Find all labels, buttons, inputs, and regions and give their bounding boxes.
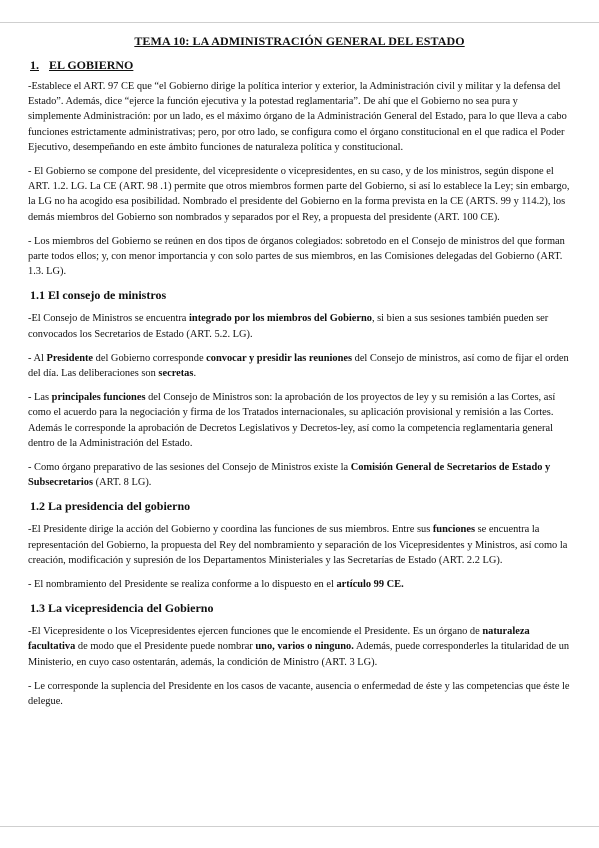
bold-text: funciones bbox=[432, 524, 475, 536]
paragraph bbox=[28, 577, 571, 592]
bold-text: uno, varios o ninguno. bbox=[255, 641, 354, 653]
vicepresidencia-paragraphs bbox=[28, 624, 571, 709]
top-rule bbox=[0, 22, 599, 23]
paragraph bbox=[28, 234, 571, 280]
text-run: del Gobierno corresponde bbox=[93, 352, 207, 364]
text-run: - Como órgano preparativo de las sesiones del Consejo de Ministros existe la bbox=[28, 462, 351, 474]
text-run: -Establece el ART. 97 CE que “el Gobierno dirige la política interior y exterior, la Administración civil y militar y la defensa del Estado”. Además, dice “ejerce la función ejecutiva y la potestad reglamentaria”. De ahí que el Gobierno no sea pura y simplemente Administración: por un lado, es el máximo órgano de la Administración General del Estado, para lo que lleva a cabo funciones estrictamente administrativas; pero, por otro lado, se configura como el órgano constitucional en el que radica el Poder Ejecutivo, desempeñando en este ámbito funciones de naturaleza política y constitucional. bbox=[28, 81, 567, 153]
subsection-heading-consejo: 1.1 El consejo de ministros bbox=[30, 288, 167, 303]
bottom-rule bbox=[0, 826, 599, 827]
bold-text: Presidente bbox=[46, 352, 94, 364]
paragraph bbox=[28, 311, 571, 341]
text-run: -El Vicepresidente o los Vicepresidentes ejercen funciones que le encomiende el Presidente. Es un órgano de bbox=[28, 626, 483, 638]
text-run: - El nombramiento del Presidente se realiza conforme a lo dispuesto en el bbox=[28, 579, 337, 591]
document-title: TEMA 10: LA ADMINISTRACIÓN GENERAL DEL ESTADO bbox=[134, 34, 465, 48]
presidencia-paragraphs bbox=[28, 522, 571, 592]
text-run: (ART. 8 LG). bbox=[93, 477, 152, 489]
bold-text: naturaleza facultativa bbox=[28, 626, 530, 653]
paragraph bbox=[28, 679, 571, 709]
bold-text: convocar y presidir las reuniones bbox=[206, 352, 353, 364]
subsection-heading-presidencia: 1.2 La presidencia del gobierno bbox=[30, 499, 191, 514]
text-run: - Le corresponde la suplencia del Presidente en los casos de vacante, ausencia o enfermedad de éste y las competencias que éste le delegue. bbox=[28, 680, 570, 708]
text-run: - Los miembros del Gobierno se reúnen en dos tipos de órganos colegiados: sobretodo en el Consejo de ministros del que forman parte todos ellos; y, con menor importancia y con solo partes de sus miembros, en las Comisiones delegadas del Gobierno (ART. 1.3. LG). bbox=[28, 235, 565, 278]
bold-text: principales funciones bbox=[51, 392, 146, 404]
paragraph bbox=[28, 390, 571, 451]
bold-text: secretas bbox=[158, 368, 194, 380]
intro-paragraphs bbox=[28, 79, 571, 279]
paragraph bbox=[28, 79, 571, 155]
text-run: , si bien a sus sesiones también pueden ser convocados los Secretarios de Estado (ART. 5.2. LG). bbox=[28, 313, 549, 340]
text-run: - Al bbox=[28, 352, 47, 364]
document-page bbox=[28, 34, 571, 718]
paragraph bbox=[28, 624, 571, 670]
text-run: de modo que el Presidente puede nombrar bbox=[75, 641, 256, 653]
section-title: EL GOBIERNO bbox=[49, 58, 134, 72]
bold-text: artículo 99 CE. bbox=[336, 579, 404, 591]
consejo-paragraphs bbox=[28, 311, 571, 490]
text-run: -El Presidente dirige la acción del Gobierno y coordina las funciones de sus miembros. Entre sus bbox=[28, 524, 433, 536]
text-run: del Consejo de Ministros son: la aprobación de los proyectos de ley y su remisión a las Cortes, así como el acuerdo para la negociación y firma de los Tratados internacionales, su aplicación provisional y remisión a las Cortes. Además le corresponde la aprobación de Decretos Legislativos y Decretos-ley, así como la competencia reglamentaria general dentro de la Administración del Estado. bbox=[28, 392, 556, 449]
subsection-heading-vicepresidencia: 1.3 La vicepresidencia del Gobierno bbox=[30, 601, 214, 616]
text-run: - El Gobierno se compone del presidente, del vicepresidente o vicepresidentes, en su caso, y de los ministros, según dispone el ART. 1.2. LG. La CE (ART. 98 .1) permite que otros miembros formen parte del Gobierno, si así lo establece la Ley; sin embargo, la LG no ha acogido esa posibilidad. Nombrado el presidente del Gobierno en la forma prevista en la CE (ARTS. 99 y 114.2), los demás miembros del Gobierno son nombrados y separados por el Rey, a propuesta del presidente (ART. 100 CE). bbox=[28, 166, 570, 223]
section-heading-gobierno bbox=[28, 58, 571, 73]
bold-text: Comisión General de Secretarios de Estado y Subsecretarios bbox=[28, 462, 551, 489]
text-run: . bbox=[193, 368, 197, 380]
paragraph bbox=[28, 351, 571, 381]
text-run: -El Consejo de Ministros se encuentra bbox=[28, 313, 190, 325]
section-number: 1. bbox=[30, 58, 39, 72]
paragraph bbox=[28, 164, 571, 225]
paragraph bbox=[28, 460, 571, 490]
bold-text: integrado por los miembros del Gobierno bbox=[189, 313, 372, 325]
text-run: Además, puede corresponderles la titularidad de un Ministerio, en cuyo caso ostentarán, además, la condición de Ministro (ART. 3 LG). bbox=[28, 641, 570, 668]
text-run: - Las bbox=[28, 392, 52, 404]
paragraph bbox=[28, 522, 571, 568]
text-run: del Consejo de ministros, así como de fijar el orden del día. Las deliberaciones son bbox=[28, 352, 569, 380]
text-run: se encuentra la representación del Gobierno, la propuesta del Rey del nombramiento y separación de los Vicepresidentes y Ministros, así como la creación, modificación y supresión de los Departamentos Ministeriales y las Secretarías de Estado (ART. 2.2 LG). bbox=[28, 524, 568, 566]
